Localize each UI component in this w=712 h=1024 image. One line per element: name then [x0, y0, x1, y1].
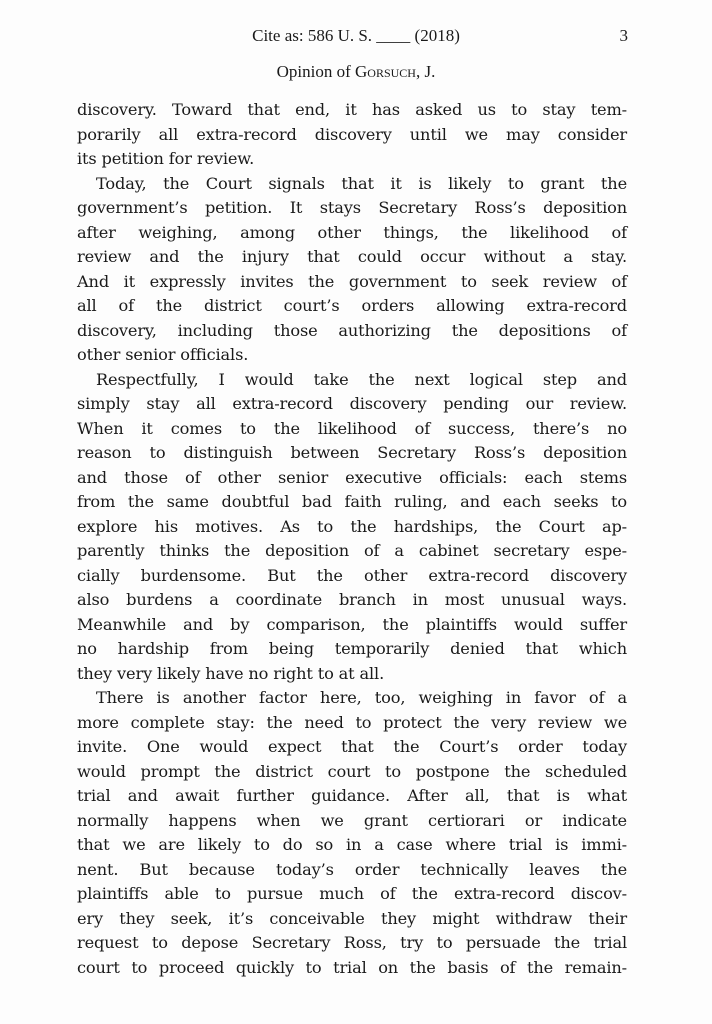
- opinion-author: Gorsuch: [355, 62, 416, 81]
- text-line: discovery. Toward that end, it has asked us to stay tem-: [77, 100, 627, 119]
- text-line: Meanwhile and by comparison, the plaintiffs would suffer: [77, 614, 627, 634]
- text-line: and those of other senior executive officials: each stems: [77, 467, 627, 487]
- text-line: When it comes to the likelihood of success, there’s no: [77, 418, 627, 438]
- text-line: court to proceed quickly to trial on the basis of the remain-: [77, 957, 627, 977]
- text-line: simply stay all extra-record discovery pending our review.: [77, 394, 627, 413]
- citation: Cite as: 586 U. S. ____ (2018): [252, 26, 460, 45]
- text-line: Respectfully, I would take the next logical step and: [96, 369, 627, 389]
- paragraph: [77, 98, 627, 172]
- text-line: plaintiffs able to pursue much of the extra-record discov-: [77, 884, 627, 903]
- running-header: [0, 26, 712, 50]
- text-line: also burdens a coordinate branch in most unusual ways.: [77, 590, 627, 609]
- paragraph: [77, 172, 627, 368]
- text-line: invite. One would expect that the Court’s order today: [77, 737, 627, 756]
- text-line: its petition for review.: [77, 149, 255, 168]
- text-line: more complete stay: the need to protect the very review we: [77, 712, 627, 732]
- text-line: would prompt the district court to postpone the scheduled: [77, 761, 627, 781]
- opinion-body: [77, 98, 627, 980]
- text-line: explore his motives. As to the hardships, the Court ap-: [77, 516, 627, 536]
- text-line: There is another factor here, too, weighing in favor of a: [96, 688, 627, 707]
- text-line: discovery, including those authorizing the depositions of: [77, 320, 627, 340]
- text-line: they very likely have no right to at all.: [77, 663, 385, 683]
- text-line: reason to distinguish between Secretary Ross’s deposition: [77, 443, 627, 462]
- text-line: request to depose Secretary Ross, try to persuade the trial: [77, 933, 627, 952]
- text-line: government’s petition. It stays Secretary Ross’s deposition: [77, 198, 627, 217]
- text-line: nent. But because today’s order technically leaves the: [77, 859, 627, 879]
- text-line: from the same doubtful bad faith ruling, and each seeks to: [77, 492, 627, 511]
- paragraph: [77, 368, 627, 687]
- text-line: And it expressly invites the government to seek review of: [77, 271, 627, 291]
- text-line: other senior officials.: [77, 345, 249, 364]
- text-line: review and the injury that could occur without a stay.: [77, 247, 627, 266]
- text-line: Today, the Court signals that it is likely to grant the: [96, 173, 627, 193]
- text-line: normally happens when we grant certiorari or indicate: [77, 810, 627, 830]
- opinion-suffix: , J.: [415, 62, 436, 81]
- text-line: trial and await further guidance. After all, that is what: [77, 786, 627, 805]
- text-line: porarily all extra-record discovery until we may consider: [77, 124, 627, 144]
- opinion-prefix: Opinion of: [276, 62, 356, 81]
- text-line: after weighing, among other things, the likelihood of: [77, 222, 627, 242]
- text-line: parently thinks the deposition of a cabinet secretary espe-: [77, 541, 627, 560]
- text-line: that we are likely to do so in a case where trial is immi-: [77, 835, 627, 854]
- text-line: cially burdensome. But the other extra-record discovery: [77, 565, 627, 585]
- text-line: ery they seek, it’s conceivable they might withdraw their: [77, 908, 627, 928]
- opinion-heading: [0, 62, 712, 82]
- page-number: 3: [619, 26, 628, 45]
- paragraph: [77, 686, 627, 980]
- text-line: all of the district court’s orders allowing extra-record: [77, 296, 627, 315]
- text-line: no hardship from being temporarily denied that which: [77, 639, 627, 658]
